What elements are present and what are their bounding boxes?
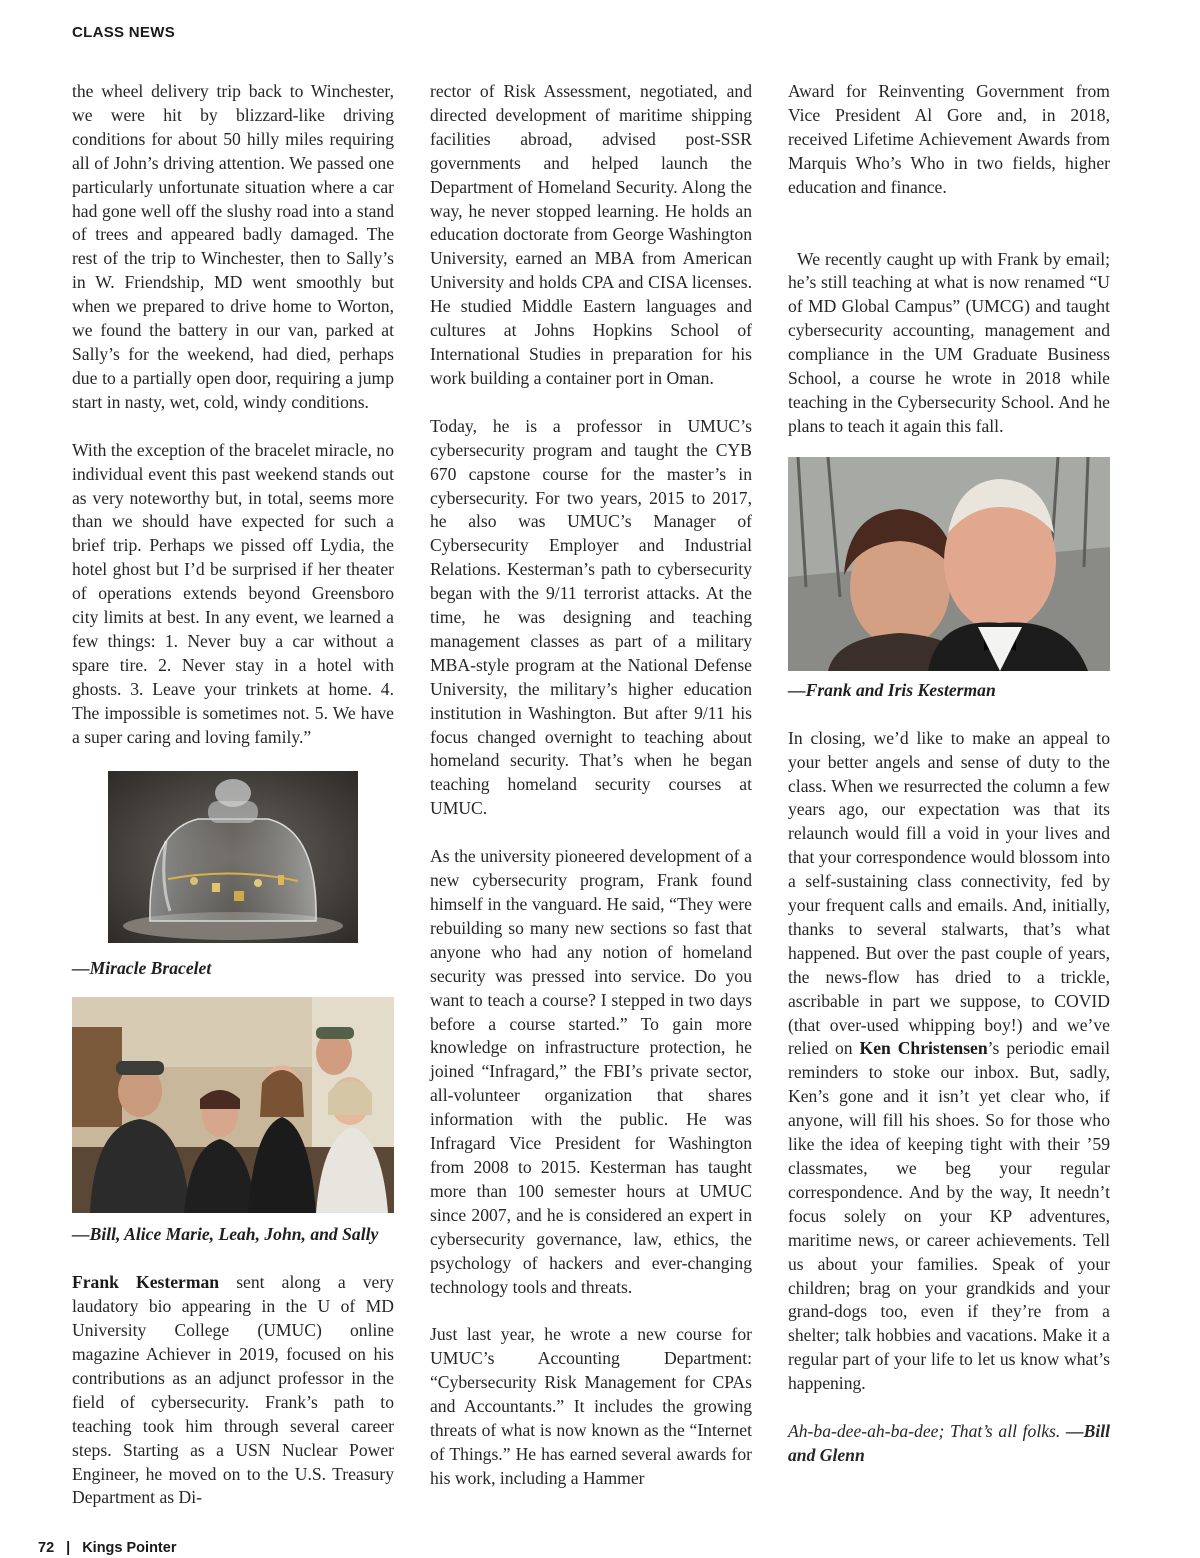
column1-paragraph-1: the wheel delivery trip back to Winchester, we were hit by blizzard-like driving conditions for about 50 hilly miles requiring all of John’s driving attention. We passed one particularly unfortunate situation where a car had gone well off the slushy road into a stand of trees and appeared badly damaged. The rest of the trip to Winchester, then to Sally’s in W. Friendship, MD went smoothly but when we prepared to drive home to Worton, we found the battery in our van, parked at Sally’s for the weekend, had died, perhaps due to a partially open door, requiring a jump start in nasty, wet, cold, windy conditions.: [72, 81, 394, 412]
column-3: [788, 80, 1110, 1492]
column1-paragraph-3-text: sent along a very laudatory bio appearing in the U of MD University College (UMUC) online magazine Achiever in 2019, focused on his contributions as an adjunct professor in the field of cybersecurity. Frank’s path to teaching took him through several career steps. Starting as a USN Nuclear Power Engineer, he moved on to the U.S. Treasury Department as Di-: [72, 1272, 394, 1508]
column2-paragraph-3: As the university pioneered development of a new cybersecurity program, Frank found himself in the vanguard. He said, “They were rebuilding so many new sections so fast that anyone who had any notion of homeland security was pressed into service. Do you want to teach a course? I stepped in two days before a course started.” To gain more knowledge on infrastructure protection, he joined “Infragard,” the FBI’s private sector, all-volunteer organization that shares information with the public. He was Infragard Vice President for Washington from 2008 to 2015. Kesterman has taught more than 100 semester hours at UMUC since 2007, and he is considered an expert in cybersecurity governance, law, ethics, the psychology of hackers and ever-changing technology tools and threats.: [430, 846, 752, 1297]
column3-paragraph-3: [788, 727, 1110, 1396]
column3-paragraph-3-text-a: In closing, we’d like to make an appeal to your better angels and sense of duty to the class. When we resurrected the column a few years ago, our expectation was that its relaunch would fill a void in your lives and that your correspondence would blossom into a self-sustaining class connectivity, fed by your frequent calls and emails. And, initially, thanks to several stalwarts, that’s what happened. But over the past couple of years, the news-flow has dried to a trickle, ascribable in part we suppose, to COVID (that over-used whipping boy!) and we’ve relied on: [788, 727, 1110, 1059]
column3-paragraph-1: Award for Reinventing Government from Vice President Al Gore and, in 2018, received Lifetime Achievement Awards from Marquis Who’s Who in two fields, higher education and finance.: [788, 81, 1110, 197]
signoff-text: Ah-ba-dee-ah-ba-dee; That’s all folks.: [788, 1421, 1066, 1442]
bracelet-photo: [108, 771, 358, 943]
section-label: CLASS NEWS: [72, 24, 176, 41]
signoff: [788, 1420, 1110, 1468]
column3-paragraph-2: We recently caught up with Frank by email; he’s still teaching at what is now renamed “U of MD Global Campus” (UMCG) and taught cybersecurity accounting, management and compliance in the UM Graduate Business School, a course he wrote in 2018 while teaching in the Cybersecurity School. And he plans to teach it again this fall.: [788, 248, 1110, 436]
column1-paragraph-3: [72, 1271, 394, 1510]
bracelet-caption: —Miracle Bracelet: [72, 958, 212, 979]
column3-paragraph-3-text-b: ’s periodic email reminders to stoke our inbox. But, sadly, Ken’s gone and it isn’t yet clear who, if anyone, will fill his shoes. So for those who like the idea of keeping tight with their ’59 classmates, we beg your regular correspondence. And by the way, It needn’t focus solely on your KP adventures, maritime news, or career achievements. Tell us about your families. Speak of your children; brag on your grandkids and your grand-dogs too, even if they’re from a shelter; talk hobbies and vacations. Make it a regular part of your life to let us know what’s happening.: [788, 1038, 1110, 1394]
frank-kesterman-name: Frank Kesterman: [72, 1272, 220, 1293]
column-1: [72, 80, 394, 1510]
column2-paragraph-2: Today, he is a professor in UMUC’s cybersecurity program and taught the CYB 670 capstone course for the master’s in cybersecurity. For two years, 2015 to 2017, he also was UMUC’s Manager of Cybersecurity Employer and Industrial Relations. Kesterman’s path to cybersecurity began with the 9/11 terrorist attacks. At the time, he was designing and teaching management classes as part of a military MBA-style program at the National Defense University, the military’s higher education institution in Washington. But after 9/11 his focus changed overnight to teaching about homeland security. That’s when he began teaching homeland security courses at UMUC.: [430, 415, 752, 819]
column2-paragraph-4: Just last year, he wrote a new course for UMUC’s Accounting Department: “Cybersecurity Risk Management for CPAs and Accountants.” It includes the growing threats of what is now known as the “Internet of Things.” He has earned several awards for his work, including a Hammer: [430, 1324, 752, 1488]
publication-name: Kings Pointer: [82, 1540, 177, 1556]
kesterman-photo: [788, 457, 1110, 671]
family-photo: [72, 997, 394, 1213]
column-2: [430, 80, 752, 1491]
page-number: 72: [38, 1540, 55, 1556]
page-footer: [38, 1540, 176, 1556]
signoff-names: —Bill and Glenn: [788, 1421, 1110, 1465]
kesterman-caption: —Frank and Iris Kesterman: [788, 679, 996, 700]
ken-christensen-name: Ken Christensen: [859, 1038, 988, 1059]
family-caption: —Bill, Alice Marie, Leah, John, and Sally: [72, 1224, 379, 1245]
column2-paragraph-1: rector of Risk Assessment, negotiated, and directed development of maritime shipping facilities abroad, advised post-SSR governments and helped launch the Department of Homeland Security. Along the way, he never stopped learning. He holds an education doctorate from George Washington University, earned an MBA from American University and holds CPA and CISA licenses. He studied Middle Eastern languages and cultures at Johns Hopkins School of International Studies in preparation for his work building a container port in Oman.: [430, 81, 752, 388]
column1-paragraph-2: With the exception of the bracelet miracle, no individual event this past weekend stands out as very noteworthy but, in total, seems more than we should have expected for such a brief trip. Perhaps we pissed off Lydia, the hotel ghost but I’d be surprised if her theater of operations extends beyond Greensboro city limits at best. In any event, we learned a few things: 1. Never buy a car without a spare tire. 2. Never stay in a hotel with ghosts. 3. Leave your trinkets at home. 4. The impossible is sometimes not. 5. We have a super caring and loving family.”: [72, 439, 394, 747]
footer-separator: |: [66, 1540, 71, 1556]
